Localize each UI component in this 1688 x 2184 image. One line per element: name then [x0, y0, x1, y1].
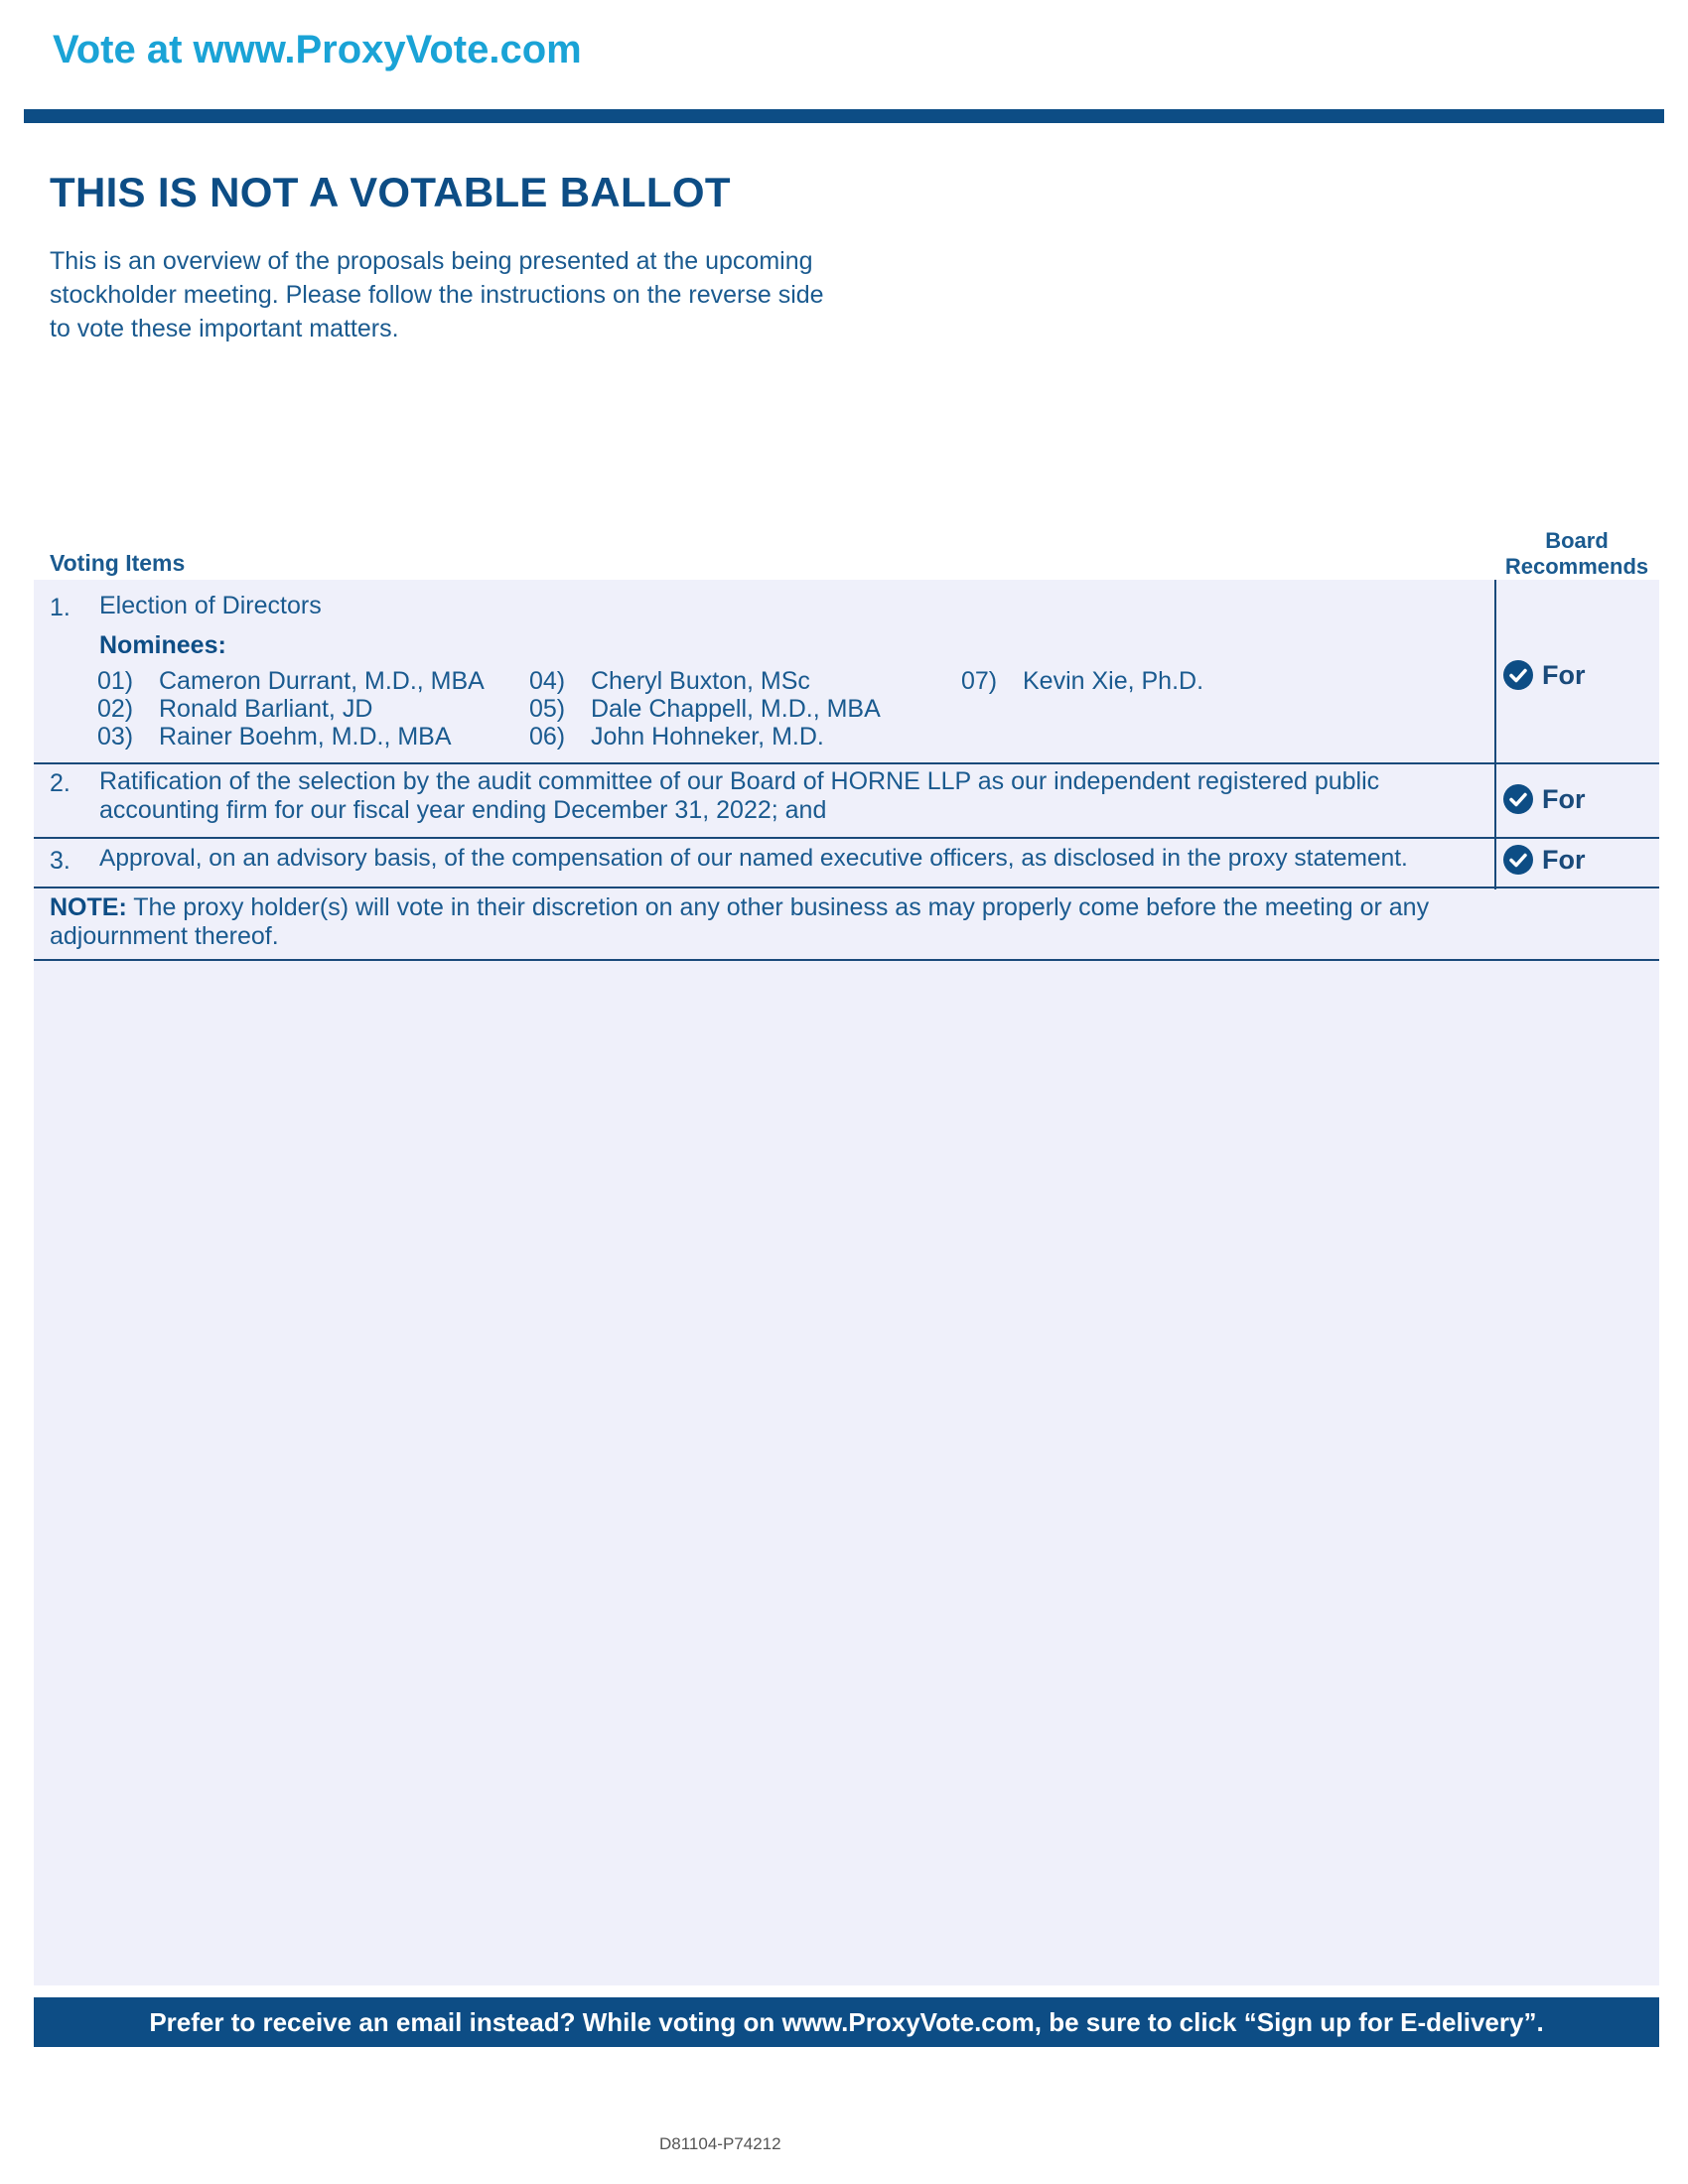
row-divider: [34, 887, 1659, 888]
nominee-05: [529, 695, 881, 724]
nominee-name: Rainer Boehm, M.D., MBA: [159, 723, 452, 751]
nominee-number: 05): [529, 695, 566, 723]
vote-url-heading: Vote at www.ProxyVote.com: [53, 28, 582, 71]
e-delivery-banner: [34, 1997, 1659, 2047]
nominee-number: 03): [97, 723, 134, 751]
nominee-06: [529, 723, 824, 751]
item-3-number: 3.: [50, 847, 70, 875]
nominee-number: 07): [961, 667, 998, 695]
recommendation-label: For: [1542, 844, 1586, 875]
nominee-07: [961, 667, 1203, 696]
note-body: The proxy holder(s) will vote in their discretion on any other business as may properly come before the meeting or any adjournment thereof.: [50, 893, 1430, 950]
item-3-recommendation: [1502, 844, 1586, 876]
nominee-02: [97, 695, 372, 724]
recommendation-column-divider: [1494, 580, 1496, 889]
voting-items-heading: Voting Items: [50, 550, 186, 576]
nominee-name: Dale Chappell, M.D., MBA: [591, 695, 881, 723]
nominee-number: 01): [97, 667, 134, 695]
row-divider: [34, 762, 1659, 764]
item-1-number: 1.: [50, 594, 70, 621]
item-1-text: Election of Directors: [99, 592, 322, 619]
note-text: [50, 893, 1489, 951]
note-label: NOTE:: [50, 893, 127, 921]
item-2-text-line1: Ratification of the selection by the audit committee of our Board of HORNE LLP as our independent registered public: [99, 767, 1380, 795]
board-recommends-line1: Board: [1545, 528, 1609, 553]
recommendation-label: For: [1542, 783, 1586, 814]
item-2-text-line2: accounting firm for our fiscal year ending December 31, 2022; and: [99, 796, 827, 824]
row-divider: [34, 959, 1659, 961]
nominee-04: [529, 667, 810, 696]
nominee-name: Cheryl Buxton, MSc: [591, 667, 810, 695]
board-recommends-heading: [1497, 528, 1656, 580]
check-circle-icon: [1502, 844, 1534, 876]
item-2-recommendation: [1502, 783, 1586, 815]
control-code: D81104-P74212: [659, 2134, 781, 2153]
header-rule: [24, 109, 1664, 123]
nominee-number: 06): [529, 723, 566, 751]
row-divider: [34, 837, 1659, 839]
check-circle-icon: [1502, 783, 1534, 815]
check-circle-icon: [1502, 659, 1534, 691]
item-3-text: Approval, on an advisory basis, of the compensation of our named executive officers, as disclosed in the proxy statement.: [99, 845, 1408, 872]
item-2-number: 2.: [50, 769, 70, 797]
nominee-name: Kevin Xie, Ph.D.: [1023, 667, 1204, 695]
e-delivery-text: Prefer to receive an email instead? While voting on www.ProxyVote.com, be sure to click “Sign up for E-delivery”.: [149, 2006, 1544, 2037]
item-1-recommendation: [1502, 659, 1586, 691]
nominee-number: 02): [97, 695, 134, 723]
board-recommends-line2: Recommends: [1504, 554, 1649, 579]
nominee-name: Cameron Durrant, M.D., MBA: [159, 667, 485, 695]
nominee-number: 04): [529, 667, 566, 695]
nominee-03: [97, 723, 452, 751]
page-title: THIS IS NOT A VOTABLE BALLOT: [50, 169, 731, 215]
nominee-01: [97, 667, 485, 696]
recommendation-label: For: [1542, 659, 1586, 690]
nominee-name: John Hohneker, M.D.: [591, 723, 824, 751]
nominees-label: Nominees:: [99, 631, 226, 659]
nominee-name: Ronald Barliant, JD: [159, 695, 373, 723]
intro-text: This is an overview of the proposals being presented at the upcoming stockholder meeting. Please follow the instructions on the reverse side to vote these important matters.: [50, 247, 824, 342]
